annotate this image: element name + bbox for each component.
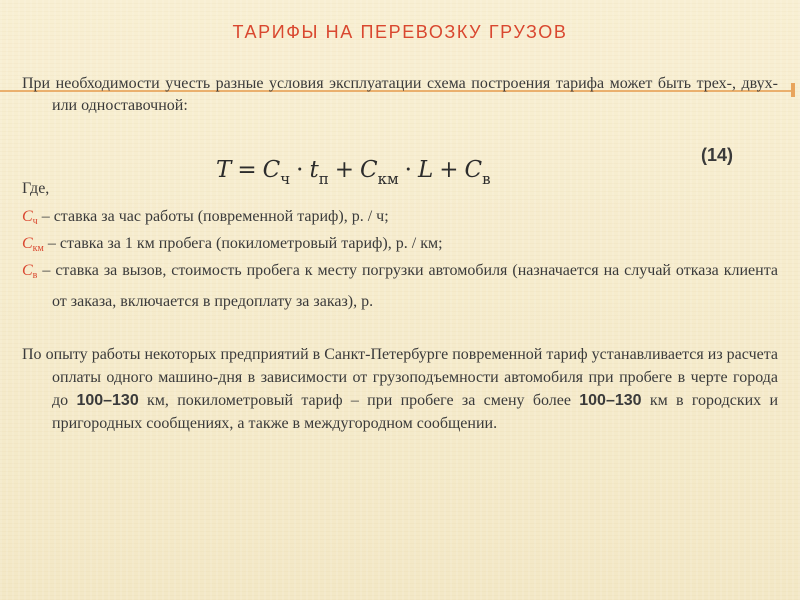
where-label: Где, bbox=[22, 180, 50, 197]
formula-sub-ch: ч bbox=[280, 170, 291, 188]
equation-number: (14) bbox=[701, 145, 734, 165]
formula-C: C bbox=[262, 157, 281, 183]
formula-C: C bbox=[464, 157, 483, 183]
formula-eq: = bbox=[237, 157, 257, 183]
definition-text: – ставка за 1 км пробега (покилометровый тариф), р. / км; bbox=[43, 235, 443, 252]
formula-sub-v: в bbox=[482, 170, 491, 188]
formula-plus: + bbox=[439, 157, 459, 183]
definition-call-rate bbox=[22, 258, 778, 315]
closing-paragraph: По опыту работы некоторых предприятий в Санкт-Петербурге повременной тариф устанавливается из расчета оплаты одного машино-дня в зависимости от грузоподъемности автомобиля при пробеге в черте города до 100–130 км, покилометровый тариф – при пробеге за смену более 100–130 км в городских и пригородных сообщениях, а также в междугородном сообщении. bbox=[22, 346, 779, 432]
definition-symbol: Скм bbox=[22, 235, 44, 254]
range-value: 100–130 bbox=[76, 392, 139, 409]
formula-T: T bbox=[216, 157, 232, 183]
formula-t: t bbox=[309, 157, 319, 183]
formula-plus: + bbox=[334, 157, 354, 183]
tariff-formula bbox=[216, 157, 491, 188]
formula-C: C bbox=[360, 157, 378, 183]
formula-sub-p: п bbox=[318, 170, 329, 188]
definition-symbol: Св bbox=[22, 262, 38, 281]
definition-text: – ставка за час работы (повременной тариф), р. / ч; bbox=[37, 208, 389, 225]
formula-dot: · bbox=[404, 157, 412, 183]
formula-dot: · bbox=[296, 157, 304, 183]
definition-symbol: Сч bbox=[22, 208, 38, 227]
formula-L: L bbox=[417, 157, 434, 183]
formula-sub-km: км bbox=[377, 170, 399, 188]
intro-paragraph: При необходимости учесть разные условия эксплуатации схема построения тарифа может быть трех-, двух- или одноставочной: bbox=[22, 75, 778, 114]
definition-text: – ставка за вызов, стоимость пробега к месту погрузки автомобиля (назначается на случай отказа клиента от заказа, включается в предоплату за заказ), р. bbox=[37, 262, 778, 310]
range-value: 100–130 bbox=[579, 392, 642, 409]
slide-title: ТАРИФЫ НА ПЕРЕВОЗКУ ГРУЗОВ bbox=[232, 22, 568, 42]
accent-rule-tick bbox=[791, 83, 795, 97]
